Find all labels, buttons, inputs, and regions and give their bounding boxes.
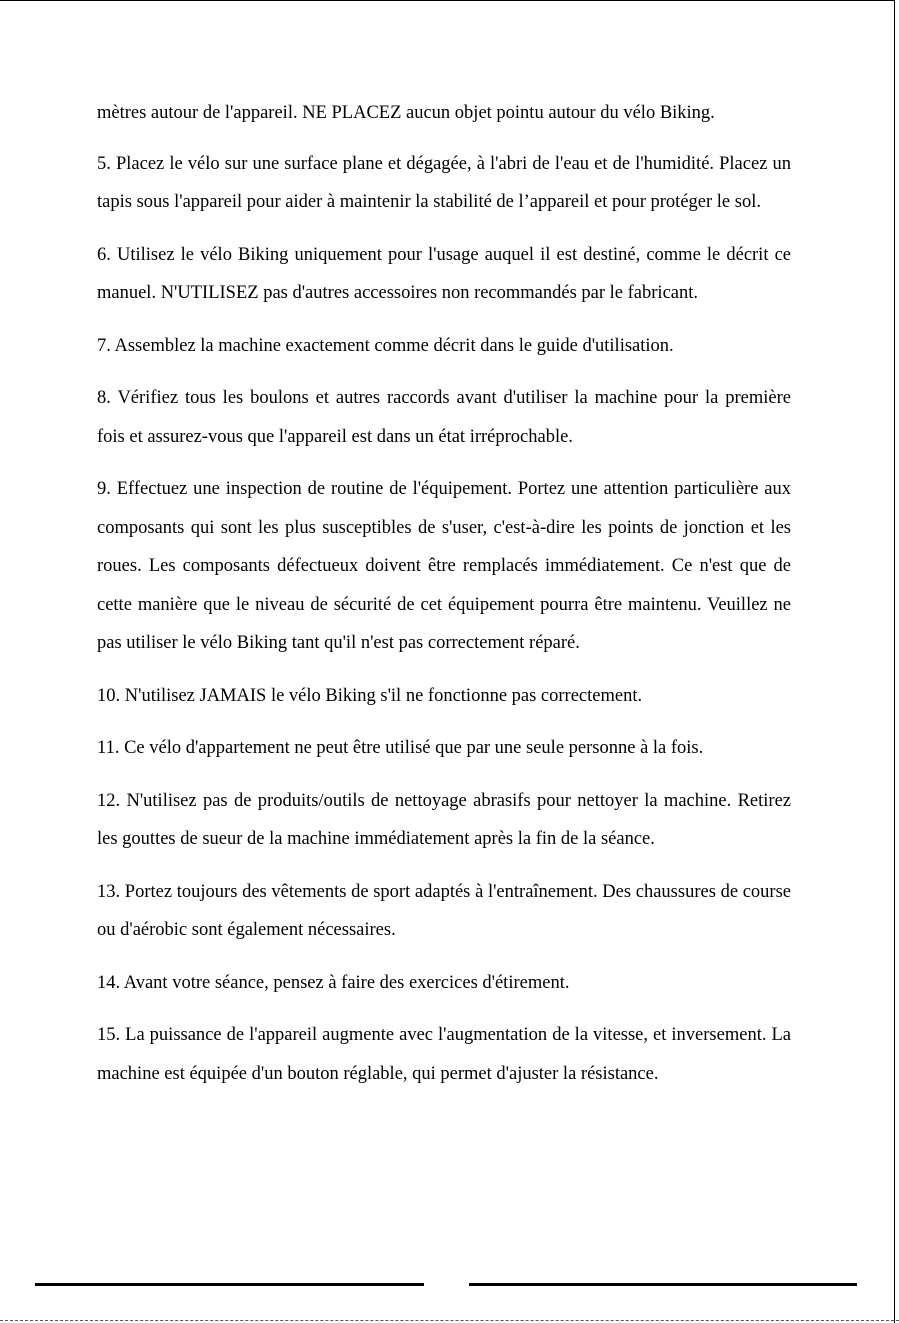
paragraph-item-15: 15. La puissance de l'appareil augmente avec l'augmentation de la vitesse, et inversement. La machine est équipée d'un bouton réglable, qui permet d'ajuster la résistance. bbox=[97, 1025, 791, 1084]
page-border-bottom bbox=[0, 1320, 899, 1321]
paragraph-item-8: 8. Vérifiez tous les boulons et autres raccords avant d'utiliser la machine pour la première fois et assurez-vous que l'appareil est dans un état irréprochable. bbox=[97, 388, 791, 447]
page-border-right bbox=[894, 0, 895, 1323]
page-border-top bbox=[0, 0, 895, 1]
paragraph-item-5: 5. Placez le vélo sur une surface plane et dégagée, à l'abri de l'eau et de l'humidité. Placez un tapis sous l'appareil pour aider à maintenir la stabilité de l’appareil et pour protéger le sol. bbox=[97, 153, 791, 212]
footer-rule-left bbox=[35, 1283, 424, 1286]
paragraph-item-14: 14. Avant votre séance, pensez à faire des exercices d'étirement. bbox=[97, 972, 570, 993]
footer-rule-right bbox=[469, 1283, 857, 1286]
paragraph-continuation: mètres autour de l'appareil. NE PLACEZ aucun objet pointu autour du vélo Biking. bbox=[97, 103, 715, 123]
document-body bbox=[97, 94, 791, 1107]
paragraph-item-12: 12. N'utilisez pas de produits/outils de nettoyage abrasifs pour nettoyer la machine. Retirez les gouttes de sueur de la machine immédiatement après la fin de la séance. bbox=[97, 790, 791, 849]
paragraph-item-13: 13. Portez toujours des vêtements de sport adaptés à l'entraînement. Des chaussures de course ou d'aérobic sont également nécessaires. bbox=[97, 881, 791, 940]
paragraph-item-11: 11. Ce vélo d'appartement ne peut être utilisé que par une seule personne à la fois. bbox=[97, 738, 704, 758]
paragraph-item-10: 10. N'utilisez JAMAIS le vélo Biking s'il ne fonctionne pas correctement. bbox=[97, 685, 643, 706]
paragraph-item-6: 6. Utilisez le vélo Biking uniquement pour l'usage auquel il est destiné, comme le décrit ce manuel. N'UTILISEZ pas d'autres accessoires non recommandés par le fabricant. bbox=[97, 244, 791, 303]
paragraph-item-9: 9. Effectuez une inspection de routine de l'équipement. Portez une attention particulière aux composants qui sont les plus susceptibles de s'user, c'est-à-dire les points de jonction et les roues. Les composants défectueux doivent être remplacés immédiatement. Ce n'est que de cette manière que le niveau de sécurité de cet équipement pourra être maintenu. Veuillez ne pas utiliser le vélo Biking tant qu'il n'est pas correctement réparé. bbox=[97, 479, 791, 653]
paragraph-item-7: 7. Assemblez la machine exactement comme décrit dans le guide d'utilisation. bbox=[97, 335, 674, 356]
